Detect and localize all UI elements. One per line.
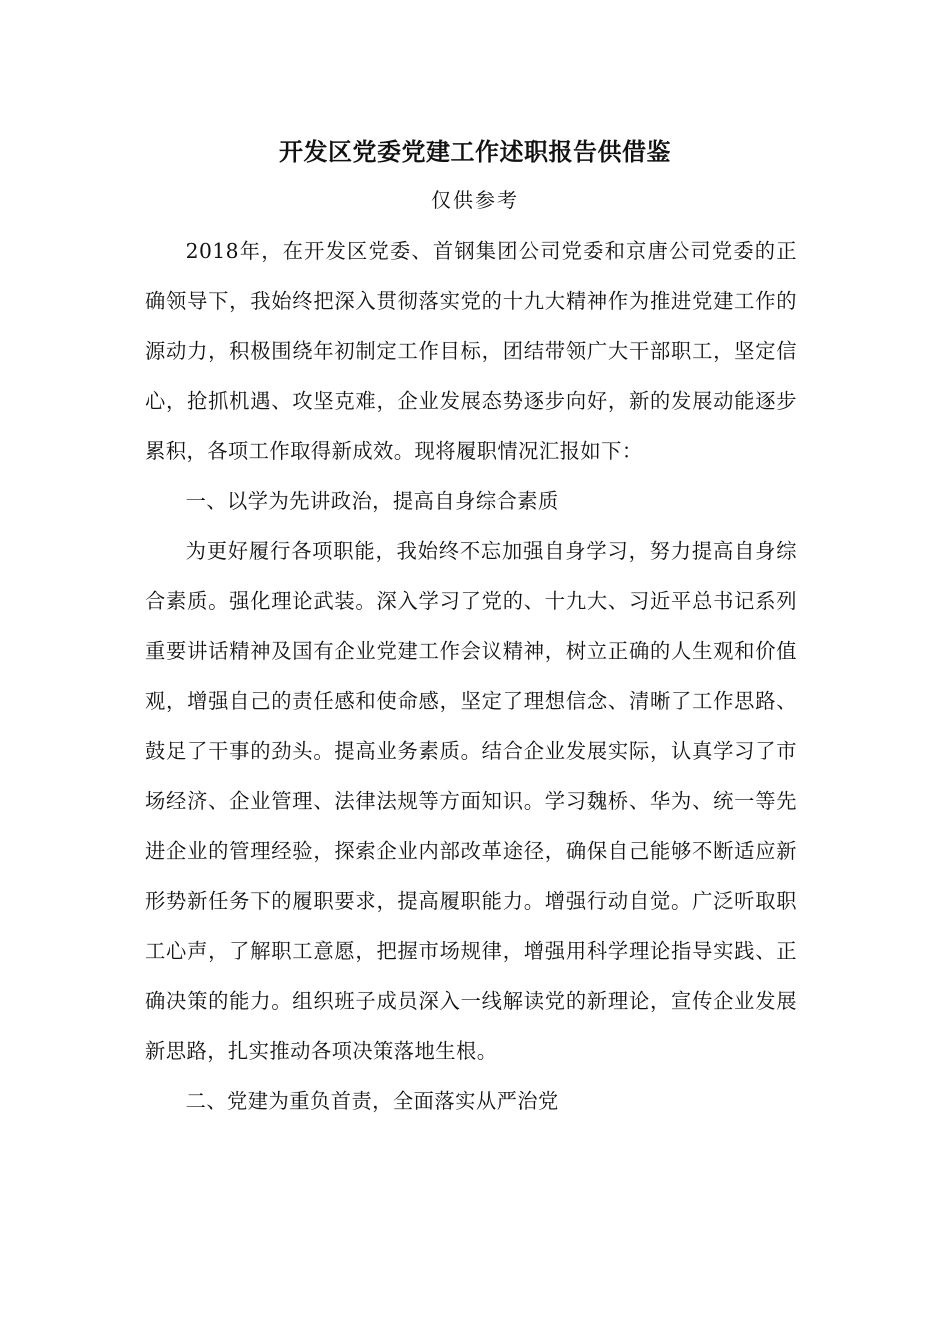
- paragraph-section-1: 为更好履行各项职能，我始终不忘加强自身学习，努力提高自身综合素质。强化理论武装。深入学习了党的、十九大、习近平总书记系列重要讲话精神及国有企业党建工作会议精神，树立正确的人生观和价值观，增强自己的责任感和使命感，坚定了理想信念、清晰了工作思路、鼓足了干事的劲头。提高业务素质。结合企业发展实际，认真学习了市场经济、企业管理、法律法规等方面知识。学习魏桥、华为、统一等先进企业的管理经验，探索企业内部改革途径，确保自己能够不断适应新形势新任务下的履职要求，提高履职能力。增强行动自觉。广泛听取职工心声，了解职工意愿，把握市场规律，增强用科学理论指导实践、正确决策的能力。组织班子成员深入一线解读党的新理论，宣传企业发展新思路，扎实推动各项决策落地生根。: [145, 539, 797, 1063]
- document-body: [145, 226, 797, 1126]
- section-heading-1: 一、以学为先讲政治，提高自身综合素质: [185, 489, 559, 513]
- document-title: 开发区党委党建工作述职报告供借鉴: [279, 137, 671, 166]
- paragraph-intro: 2018年，在开发区党委、首钢集团公司党委和京唐公司党委的正确领导下，我始终把深入贯彻落实党的十九大精神作为推进党建工作的源动力，积极围绕年初制定工作目标，团结带领广大干部职工，坚定信心，抢抓机遇、攻坚克难，企业发展态势逐步向好，新的发展动能逐步累积，各项工作取得新成效。现将履职情况汇报如下：: [145, 239, 797, 463]
- section-heading-2: 二、党建为重负首责，全面落实从严治党: [185, 1089, 559, 1113]
- document-subtitle: 仅供参考: [431, 188, 519, 212]
